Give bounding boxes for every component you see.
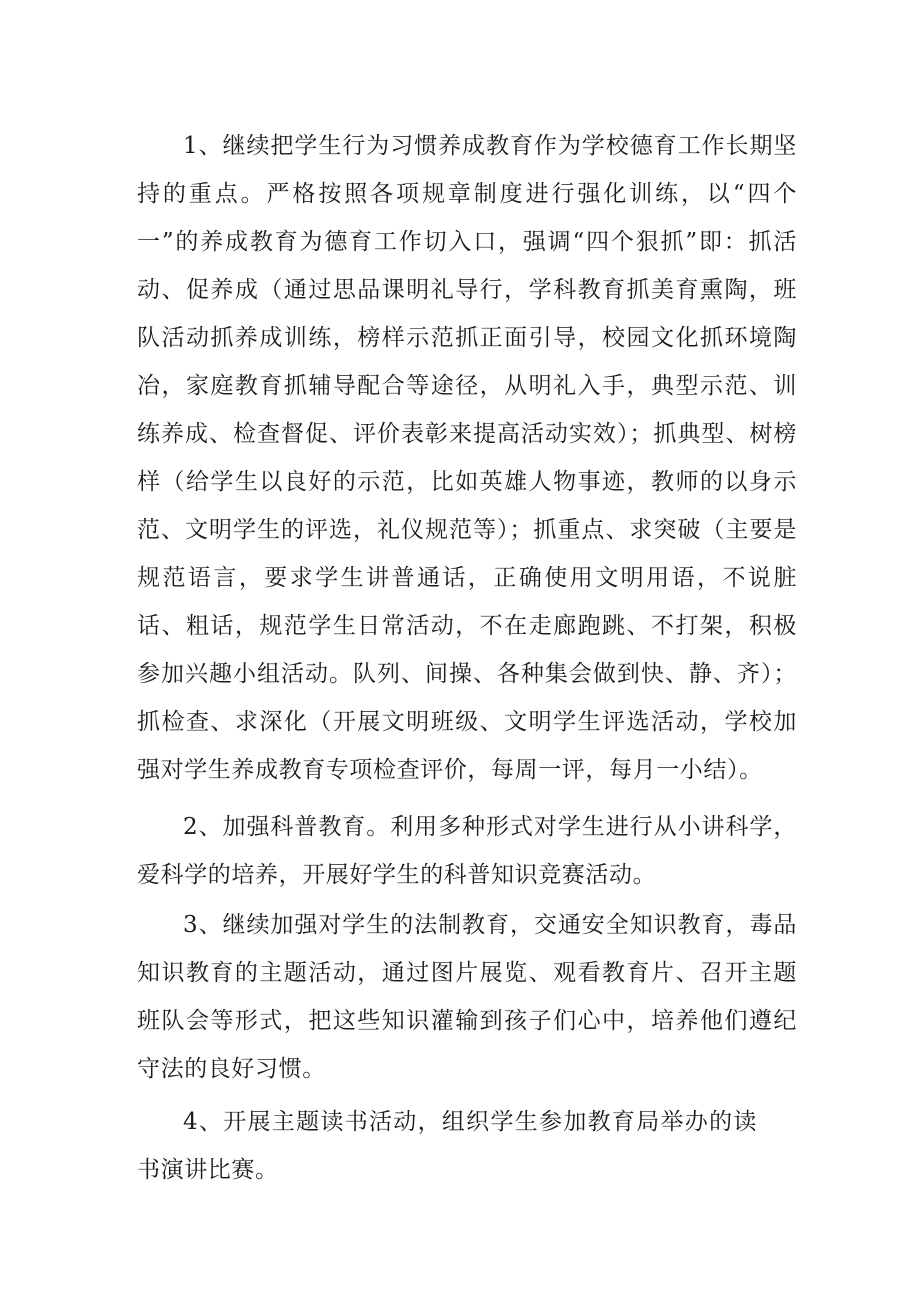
- paragraph-2: 2、加强科普教育。利用多种形式对学生进行从小讲科学，爱科学的培养，开展好学生的科普知识竞赛活动。: [137, 814, 797, 888]
- paragraph-4: 4、开展主题读书活动，组织学生参加教育局举办的读书演讲比赛。: [137, 1109, 757, 1183]
- paragraph-3: 3、继续加强对学生的法制教育，交通安全知识教育，毒品知识教育的主题活动，通过图片展览、观看教育片、召开主题班队会等形式，把这些知识灌输到孩子们心中，培养他们遵纪守法的良好习惯。: [137, 912, 797, 1082]
- paragraph-1: 1、继续把学生行为习惯养成教育作为学校德育工作长期坚持的重点。严格按照各项规章制度进行强化训练，以“四个一”的养成教育为德育工作切入口，强调“四个狠抓”即：抓活动、促养成（通过思品课明礼导行，学科教育抓美育熏陶，班队活动抓养成训练，榜样示范抓正面引导，校园文化抓环境陶冶，家庭教育抓辅导配合等途径，从明礼入手，典型示范、训练养成、检查督促、评价表彰来提高活动实效）；抓典型、树榜样（给学生以良好的示范，比如英雄人物事迹，教师的以身示范、文明学生的评选，礼仪规范等）；抓重点、求突破（主要是规范语言，要求学生讲普通话，正确使用文明用语，不说脏话、粗话，规范学生日常活动，不在走廊跑跳、不打架，积极参加兴趣小组活动。队列、间操、各种集会做到快、静、齐）；抓检查、求深化（开展文明班级、文明学生评选活动，学校加强对学生养成教育专项检查评价，每周一评，每月一小结）。: [137, 133, 797, 783]
